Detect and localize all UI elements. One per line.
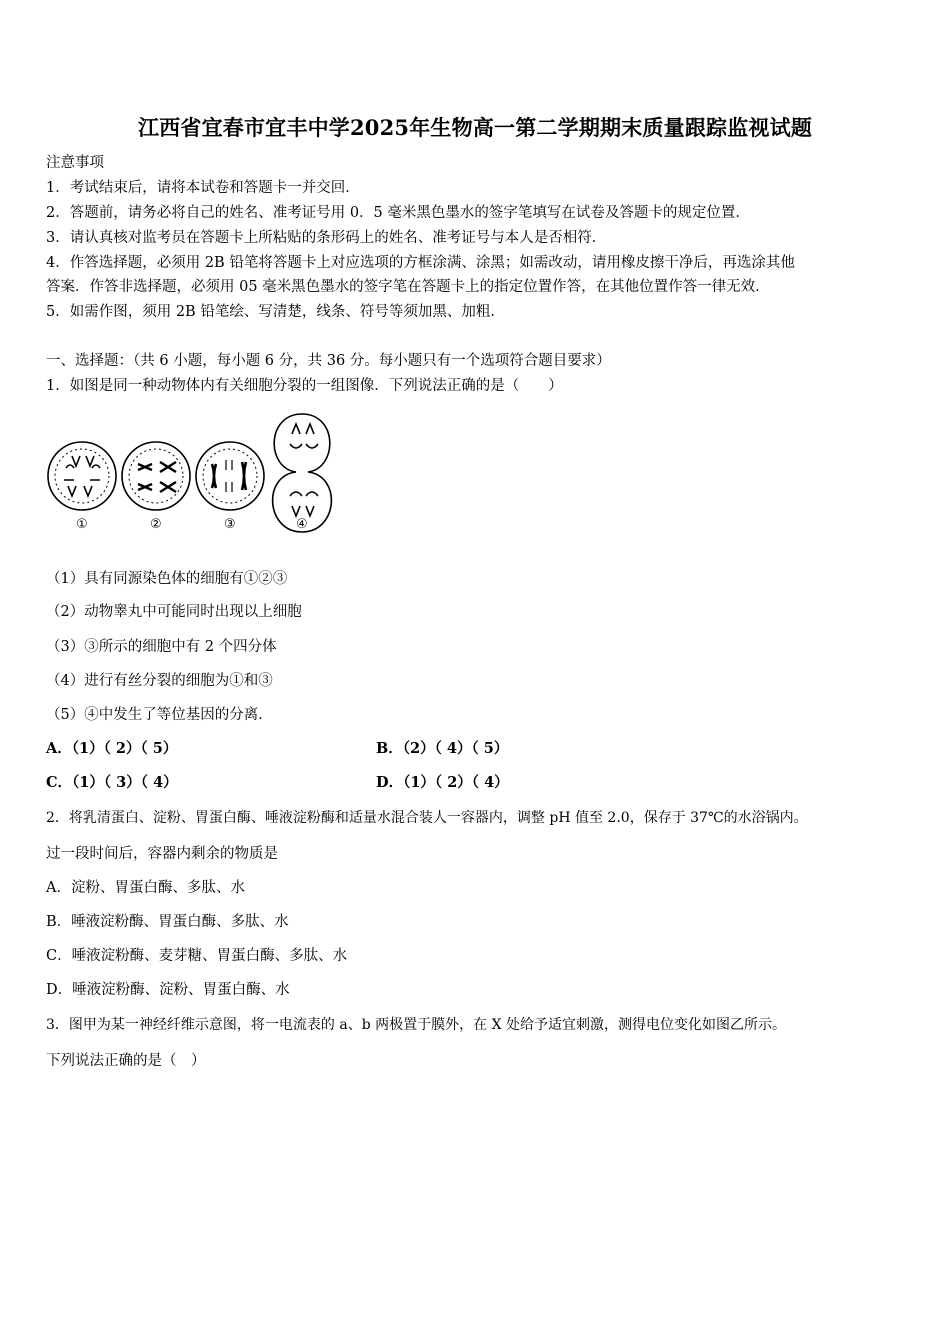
q1-statement: （5）④中发生了等位基因的分离． (46, 707, 273, 723)
q2-option-c[interactable]: C．唾液淀粉酶、麦芽糖、胃蛋白酶、多肽、水 (46, 948, 348, 964)
notice-heading: 注意事项 (46, 155, 104, 171)
q1-statement: （2）动物睾丸中可能同时出现以上细胞 (46, 604, 302, 620)
section-heading: 一、选择题：（共 6 小题，每小题 6 分，共 36 分。每小题只有一个选项符合题目要求） (46, 353, 611, 369)
cell-division-figure (44, 404, 344, 536)
notice-item: 答案．作答非选择题，必须用 05 毫米黑色墨水的签字笔在答题卡上的指定位置作答，在其他位置作答一律无效． (46, 279, 770, 295)
question-2-stem-cont: 过一段时间后，容器内剩余的物质是 (46, 846, 278, 862)
notice-item: 4．作答选择题，必须用 2B 铅笔将答题卡上对应选项的方框涂满、涂黑；如需改动，请用橡皮擦干净后，再选涂其他 (46, 255, 795, 271)
q1-statement: （4）进行有丝分裂的细胞为①和③ (46, 673, 273, 689)
q2-option-d[interactable]: D．唾液淀粉酶、淀粉、胃蛋白酶、水 (46, 982, 290, 998)
question-1-stem: 1．如图是同一种动物体内有关细胞分裂的一组图像．下列说法正确的是（ ） (46, 378, 563, 394)
notice-item: 5．如需作图，须用 2B 铅笔绘、写清楚，线条、符号等须加黑、加粗． (46, 304, 505, 320)
question-3-stem-cont: 下列说法正确的是（ ） (46, 1053, 206, 1069)
cell-2-membrane (122, 442, 190, 510)
q1-statement: （3）③所示的细胞中有 2 个四分体 (46, 639, 277, 655)
cell-4-membrane (273, 414, 332, 532)
figure-label-4: ④ (296, 517, 308, 532)
figure-label-1: ① (76, 517, 88, 532)
q1-statement: （1）具有同源染色体的细胞有①②③ (46, 571, 288, 587)
cell-1-membrane (48, 442, 116, 510)
q1-option-a[interactable]: A．（1）（ 2）（ 5） (46, 740, 178, 757)
figure-label-2: ② (150, 517, 162, 532)
q1-option-b[interactable]: B．（2）（ 4）（ 5） (376, 740, 509, 757)
notice-item: 3．请认真核对监考员在答题卡上所粘贴的条形码上的姓名、准考证号与本人是否相符． (46, 230, 607, 246)
q1-option-d[interactable]: D．（1）（ 2）（ 4） (376, 774, 509, 791)
q2-option-b[interactable]: B．唾液淀粉酶、胃蛋白酶、多肽、水 (46, 914, 289, 930)
figure-label-3: ③ (224, 517, 236, 532)
q1-option-c[interactable]: C．（1）（ 3）（ 4） (46, 774, 178, 791)
question-2-stem: 2．将乳清蛋白、淀粉、胃蛋白酶、唾液淀粉酶和适量水混合装人一容器内，调整 pH 值至 2.0，保存于 37℃的水浴锅内。 (46, 810, 808, 826)
notice-item: 1．考试结束后，请将本试卷和答题卡一并交回． (46, 180, 360, 196)
page-title: 江西省宜春市宜丰中学2025年生物高一第二学期期末质量跟踪监视试题 (137, 115, 813, 140)
q2-option-a[interactable]: A．淀粉、胃蛋白酶、多肽、水 (46, 880, 245, 896)
notice-item: 2．答题前，请务必将自己的姓名、准考证号用 0．5 毫米黑色墨水的签字笔填写在试卷及答题卡的规定位置． (46, 205, 750, 221)
question-3-stem: 3．图甲为某一神经纤维示意图，将一电流表的 a、b 两极置于膜外，在 X 处给予适宜刺激，测得电位变化如图乙所示。 (46, 1017, 786, 1033)
cell-3-membrane (196, 442, 264, 510)
